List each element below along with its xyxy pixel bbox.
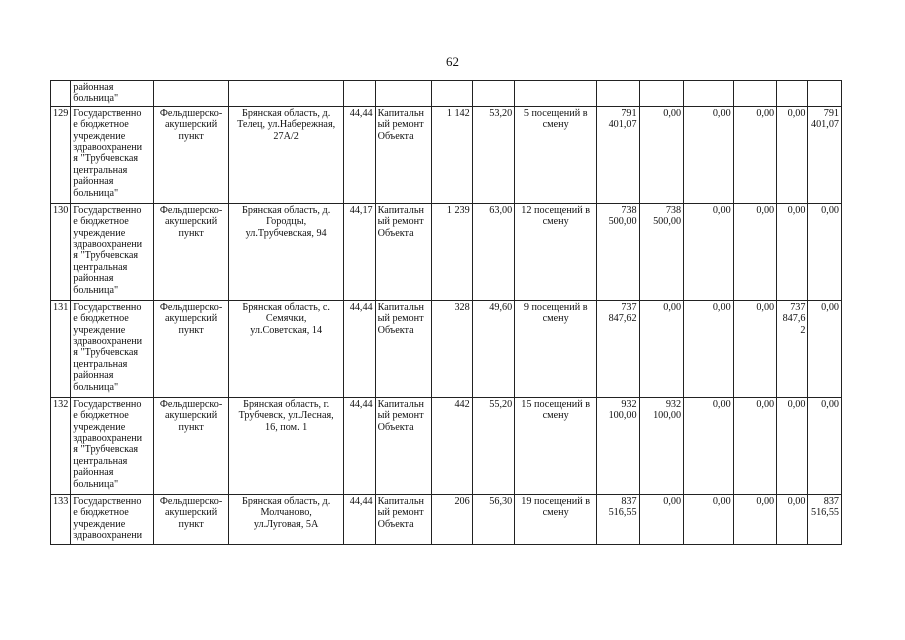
cell-amount-year-1 (639, 106, 684, 203)
cell-organization (71, 397, 154, 494)
cell-work-type-text: Капитальн ый ремонт Объекта (377, 495, 424, 530)
cell-number (51, 397, 71, 494)
cell-amount-year-2-text: 0,00 (712, 107, 731, 119)
cell-address (229, 494, 344, 544)
cell-distance-text: 55,20 (489, 398, 513, 410)
cell-population (432, 203, 472, 300)
cell-area (344, 397, 375, 494)
cell-organization-text: Государственно е бюджетное учреждение здравоохранени я "Трубчевская центральная районная больница" (73, 107, 143, 199)
cell-work-type (375, 300, 432, 397)
cell-number (51, 81, 71, 107)
cell-distance-text: 49,60 (489, 301, 513, 313)
cell-organization (71, 106, 154, 203)
cell-empty (808, 81, 842, 107)
cell-amount-year-5-text: 0,00 (821, 204, 839, 216)
cell-amount-year-2-text: 0,00 (712, 495, 731, 507)
cell-distance-text: 53,20 (489, 107, 513, 119)
cell-empty (597, 81, 639, 107)
cell-capacity-text: 15 посещений в смену (521, 398, 591, 422)
cell-work-type (375, 203, 432, 300)
cell-number-text: 131 (53, 301, 69, 313)
cell-amount-year-2 (684, 300, 734, 397)
table-row-continuation (51, 81, 842, 107)
cell-population (432, 106, 472, 203)
table-row (51, 203, 842, 300)
cell-empty (229, 81, 344, 107)
cell-distance (472, 397, 514, 494)
cell-empty (472, 81, 514, 107)
cell-amount-year-5 (808, 203, 842, 300)
cell-number-text: 129 (53, 107, 69, 119)
cell-total-amount-text: 932 100,00 (608, 398, 637, 422)
cell-amount-year-5-text: 0,00 (821, 398, 839, 410)
cell-number-text: 133 (53, 495, 69, 507)
cell-amount-year-1-text: 0,00 (663, 301, 682, 313)
cell-amount-year-4 (777, 106, 808, 203)
cell-amount-year-2 (684, 203, 734, 300)
cell-capacity-text: 19 посещений в смену (521, 495, 591, 519)
cell-address-text: Брянская область, с. Семячки, ул.Советская, 14 (242, 301, 330, 336)
cell-population (432, 397, 472, 494)
cell-amount-year-3 (733, 300, 776, 397)
cell-amount-year-1 (639, 203, 684, 300)
cell-organization (71, 494, 154, 544)
cell-facility-type-text: Фельдшерско- акушерский пункт (159, 301, 223, 336)
cell-facility-type (154, 494, 229, 544)
cell-amount-year-5-text: 0,00 (821, 301, 839, 313)
cell-amount-year-3-text: 0,00 (756, 107, 775, 119)
cell-organization-text: Государственно е бюджетное учреждение здравоохранени я "Трубчевская центральная районная больница" (73, 398, 143, 490)
cell-number (51, 106, 71, 203)
cell-organization-text: Государственно е бюджетное учреждение здравоохранени я "Трубчевская центральная районная больница" (73, 204, 143, 296)
cell-work-type-text: Капитальн ый ремонт Объекта (377, 107, 424, 142)
cell-amount-year-3 (733, 397, 776, 494)
cell-facility-type-text: Фельдшерско- акушерский пункт (159, 398, 223, 433)
cell-facility-type (154, 397, 229, 494)
cell-area-text: 44,44 (349, 398, 373, 410)
cell-distance-text: 63,00 (489, 204, 513, 216)
cell-amount-year-2 (684, 106, 734, 203)
cell-facility-type-text: Фельдшерско- акушерский пункт (159, 107, 223, 142)
cell-empty (344, 81, 375, 107)
cell-population-text: 1 239 (446, 204, 470, 216)
cell-amount-year-1-text: 932 100,00 (653, 398, 682, 422)
cell-amount-year-4-text: 0,00 (787, 204, 806, 216)
cell-number (51, 203, 71, 300)
cell-population-text: 442 (454, 398, 470, 410)
cell-empty (154, 81, 229, 107)
cell-amount-year-3-text: 0,00 (756, 495, 775, 507)
cell-total-amount-text: 738 500,00 (608, 204, 637, 228)
cell-work-type (375, 106, 432, 203)
facilities-table (50, 80, 842, 545)
cell-capacity (515, 203, 597, 300)
cell-population (432, 494, 472, 544)
table-row (51, 300, 842, 397)
cell-amount-year-3 (733, 203, 776, 300)
cell-empty (432, 81, 472, 107)
cell-empty (375, 81, 432, 107)
cell-amount-year-5 (808, 494, 842, 544)
cell-amount-year-2-text: 0,00 (712, 204, 731, 216)
cell-amount-year-2-text: 0,00 (712, 301, 731, 313)
cell-amount-year-3 (733, 106, 776, 203)
cell-area-text: 44,44 (349, 301, 373, 313)
cell-number-text: 132 (53, 398, 69, 410)
cell-amount-year-5 (808, 106, 842, 203)
cell-amount-year-1-text: 0,00 (663, 107, 682, 119)
cell-facility-type (154, 106, 229, 203)
cell-empty (639, 81, 684, 107)
table-row (51, 106, 842, 203)
cell-amount-year-4 (777, 397, 808, 494)
cell-address (229, 203, 344, 300)
cell-work-type (375, 397, 432, 494)
cell-amount-year-5-text: 837 516,55 (810, 495, 839, 519)
cell-amount-year-4-text: 0,00 (787, 495, 806, 507)
cell-total-amount (597, 203, 639, 300)
cell-capacity-text: 12 посещений в смену (521, 204, 591, 228)
cell-amount-year-5 (808, 397, 842, 494)
cell-organization (71, 300, 154, 397)
cell-empty (777, 81, 808, 107)
cell-total-amount-text: 737 847,62 (608, 301, 637, 325)
cell-work-type-text: Капитальн ый ремонт Объекта (377, 398, 424, 433)
cell-empty (684, 81, 734, 107)
cell-facility-type (154, 300, 229, 397)
cell-address-text: Брянская область, д. Телец, ул.Набережная, 27А/2 (237, 107, 336, 142)
cell-area-text: 44,44 (349, 495, 373, 507)
cell-distance (472, 106, 514, 203)
cell-number-text: 130 (53, 204, 69, 216)
cell-address (229, 300, 344, 397)
cell-distance (472, 494, 514, 544)
cell-work-type (375, 494, 432, 544)
cell-address (229, 106, 344, 203)
cell-capacity (515, 300, 597, 397)
cell-facility-type-text: Фельдшерско- акушерский пункт (159, 204, 223, 239)
cell-population (432, 300, 472, 397)
cell-total-amount (597, 300, 639, 397)
cell-amount-year-5-text: 791 401,07 (810, 107, 839, 131)
cell-amount-year-1-text: 738 500,00 (653, 204, 682, 228)
cell-amount-year-4 (777, 300, 808, 397)
cell-organization (71, 203, 154, 300)
cell-population-text: 328 (454, 301, 470, 313)
cell-capacity (515, 494, 597, 544)
cell-area (344, 106, 375, 203)
cell-total-amount (597, 397, 639, 494)
cell-population-text: 1 142 (446, 107, 470, 119)
cell-capacity-text: 9 посещений в смену (523, 301, 588, 325)
page-number: 62 (446, 54, 459, 69)
cell-amount-year-4-text: 737 847,6 2 (782, 301, 806, 336)
cell-amount-year-4-text: 0,00 (787, 107, 806, 119)
cell-amount-year-3-text: 0,00 (756, 398, 775, 410)
cell-total-amount (597, 494, 639, 544)
cell-total-amount-text: 837 516,55 (608, 495, 637, 519)
cell-amount-year-2 (684, 494, 734, 544)
cell-area (344, 494, 375, 544)
cell-area (344, 203, 375, 300)
cell-distance (472, 203, 514, 300)
cell-total-amount-text: 791 401,07 (608, 107, 637, 131)
cell-facility-type-text: Фельдшерско- акушерский пункт (159, 495, 223, 530)
cell-population-text: 206 (454, 495, 470, 507)
cell-amount-year-1 (639, 300, 684, 397)
cell-amount-year-3-text: 0,00 (756, 301, 775, 313)
cell-total-amount (597, 106, 639, 203)
cell-capacity-text: 5 посещений в смену (523, 107, 588, 131)
cell-organization-text: Государственно е бюджетное учреждение здравоохранени (73, 495, 143, 542)
cell-facility-type (154, 203, 229, 300)
cell-amount-year-2 (684, 397, 734, 494)
cell-amount-year-2-text: 0,00 (712, 398, 731, 410)
cell-number (51, 300, 71, 397)
cell-empty (733, 81, 776, 107)
cell-organization (71, 81, 154, 107)
cell-amount-year-5 (808, 300, 842, 397)
cell-empty (515, 81, 597, 107)
cell-amount-year-3 (733, 494, 776, 544)
cell-amount-year-4 (777, 203, 808, 300)
cell-organization-text: Государственно е бюджетное учреждение здравоохранени я "Трубчевская центральная районная больница" (73, 301, 143, 393)
cell-work-type-text: Капитальн ый ремонт Объекта (377, 204, 424, 239)
cell-address-text: Брянская область, д. Городцы, ул.Трубчевская, 94 (242, 204, 331, 239)
cell-distance-text: 56,30 (489, 495, 513, 507)
cell-capacity (515, 106, 597, 203)
cell-amount-year-3-text: 0,00 (756, 204, 775, 216)
cell-address-text: Брянская область, г. Трубчевск, ул.Лесная, 16, пом. 1 (238, 398, 334, 433)
cell-work-type-text: Капитальн ый ремонт Объекта (377, 301, 424, 336)
cell-amount-year-4 (777, 494, 808, 544)
cell-amount-year-1 (639, 494, 684, 544)
cell-amount-year-4-text: 0,00 (787, 398, 806, 410)
table-row (51, 494, 842, 544)
cell-amount-year-1-text: 0,00 (663, 495, 682, 507)
cell-amount-year-1 (639, 397, 684, 494)
continuation-org-text: районная больница" (73, 82, 119, 105)
cell-capacity (515, 397, 597, 494)
cell-distance (472, 300, 514, 397)
cell-address-text: Брянская область, д. Молчаново, ул.Луговая, 5А (242, 495, 331, 530)
cell-address (229, 397, 344, 494)
cell-area (344, 300, 375, 397)
table-row (51, 397, 842, 494)
cell-area-text: 44,17 (349, 204, 373, 216)
cell-number (51, 494, 71, 544)
cell-area-text: 44,44 (349, 107, 373, 119)
